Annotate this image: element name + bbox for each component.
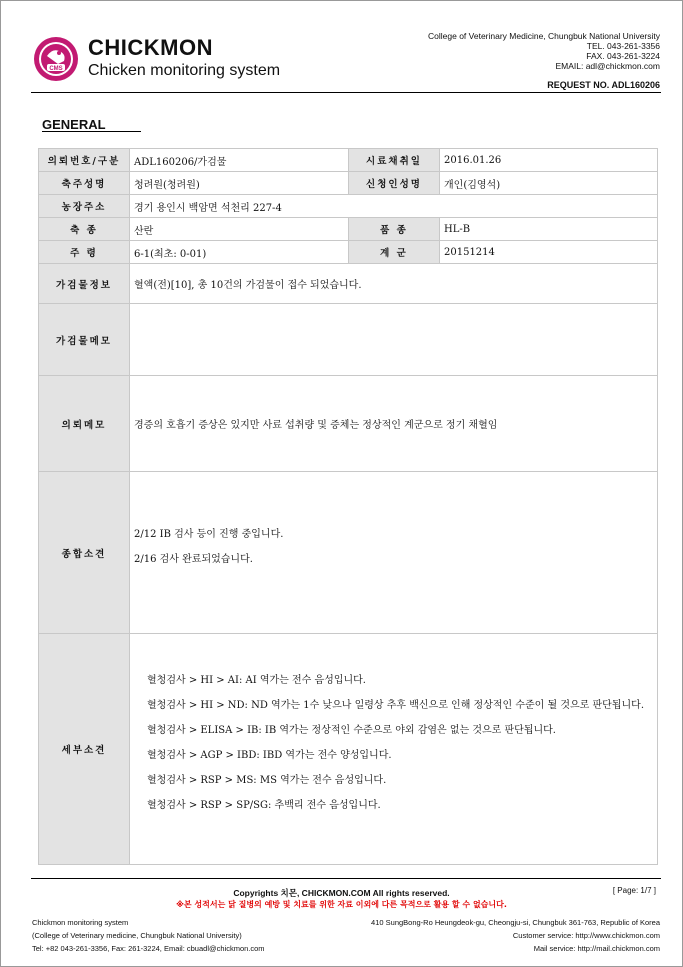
table-row <box>39 304 658 376</box>
brand-name: CHICKMON <box>88 35 213 60</box>
logo-text: CMS <box>49 66 63 72</box>
overall-line: 2/16 검사 완료되었습니다. <box>134 553 253 565</box>
specimen-memo-label: 가검물메모 <box>39 304 130 376</box>
page-number: [ Page: 1/7 ] <box>612 886 656 895</box>
detail-line: 혈청검사 > ELISA > IB: IB 역가는 정상적인 수준으로 야외 감염은 없는 것으로 판단됩니다. <box>147 725 556 736</box>
applicant-label: 신청인성명 <box>349 172 440 195</box>
customer-service-link[interactable]: Customer service: http://www.chickmon.com <box>512 931 660 940</box>
footer-divider <box>31 878 661 879</box>
breed-value: HL-B <box>440 218 658 241</box>
tel: TEL. 043-261-3356 <box>586 41 660 51</box>
overall-opinion-label: 종합소견 <box>39 472 130 634</box>
species-label: 축 종 <box>39 218 130 241</box>
footer-phone: Tel: +82 043-261-3356, Fax: 261-3224, Email: cbuadl@chickmon.com <box>32 944 265 953</box>
specimen-info-value: 혈액(전)[10], 총 10건의 가검물이 접수 되었습니다. <box>130 264 658 304</box>
owner-label: 축주성명 <box>39 172 130 195</box>
farm-address-label: 농장주소 <box>39 195 130 218</box>
table-row <box>39 634 658 865</box>
copyright: Copyrights 치몬, CHICKMON.COM All rights reserved. <box>233 888 450 898</box>
detail-line: 혈청검사 > HI > AI: AI 역가는 전수 음성입니다. <box>147 675 366 686</box>
flock-label: 계 군 <box>349 241 440 264</box>
request-memo-label: 의뢰메모 <box>39 376 130 472</box>
req-no-value: ADL160206/가검물 <box>130 149 349 172</box>
footer-college: (College of Veterinary medicine, Chungbuk National University) <box>32 931 242 940</box>
mail-service-link[interactable]: Mail service: http://mail.chickmon.com <box>533 944 660 953</box>
applicant-value: 개인(김영석) <box>440 172 658 195</box>
institution: College of Veterinary Medicine, Chungbuk National University <box>428 31 660 41</box>
brand-tagline: Chicken monitoring system <box>88 62 281 79</box>
detail-line: 혈청검사 > HI > ND: ND 역가는 1수 낮으나 일령상 추후 백신으로 인해 정상적인 수준이 될 것으로 판단됩니다. <box>147 700 644 711</box>
table-row <box>39 472 658 634</box>
table-row <box>39 376 658 472</box>
species-value: 산란 <box>130 218 349 241</box>
req-no-label: 의뢰번호/구분 <box>39 149 130 172</box>
farm-address-value: 경기 용인시 백암면 석천리 227-4 <box>130 195 658 218</box>
detail-line: 혈청검사 > AGP > IBD: IBD 역가는 전수 양성입니다. <box>147 750 392 761</box>
detail-opinion-label: 세부소견 <box>39 634 130 865</box>
footer-org: Chickmon monitoring system <box>32 918 129 927</box>
specimen-info-label: 가검물정보 <box>39 264 130 304</box>
fax: FAX. 043-261-3224 <box>586 51 660 61</box>
general-table <box>38 148 658 865</box>
section-title: GENERAL <box>42 117 106 132</box>
sample-date-label: 시료채취일 <box>349 149 440 172</box>
table-row <box>39 149 658 172</box>
table-row <box>39 264 658 304</box>
chickmon-logo <box>33 36 79 82</box>
request-number: REQUEST NO. ADL160206 <box>547 80 660 90</box>
usage-warning: ※본 성적서는 닭 질병의 예방 및 치료를 위한 자료 이외에 다른 목적으로 활용 할 수 없습니다. <box>176 900 507 909</box>
email-link[interactable]: EMAIL: adl@chickmon.com <box>555 61 660 71</box>
detail-opinion-cell <box>130 634 658 865</box>
owner-value: 청려원(청려원) <box>130 172 349 195</box>
contact-block <box>428 31 660 71</box>
header-divider <box>31 92 661 93</box>
table-row <box>39 195 658 218</box>
overall-opinion-cell <box>130 472 658 634</box>
age-label: 주 령 <box>39 241 130 264</box>
flock-value: 20151214 <box>440 241 658 264</box>
breed-label: 품 종 <box>349 218 440 241</box>
sample-date-value: 2016.01.26 <box>440 149 658 172</box>
table-row <box>39 218 658 241</box>
footer-address: 410 SungBong-Ro Heungdeok-gu, Cheongju-si, Chungbuk 361-763, Republic of Korea <box>371 918 660 927</box>
section-underline <box>42 131 141 132</box>
table-row <box>39 241 658 264</box>
request-memo-value: 경증의 호흡기 증상은 있지만 사료 섭취량 및 증체는 정상적인 계군으로 정기 채혈임 <box>130 376 658 472</box>
specimen-memo-value <box>130 304 658 376</box>
detail-line: 혈청검사 > RSP > SP/SG: 추백리 전수 음성입니다. <box>147 800 381 811</box>
age-value: 6-1(최초: 0-01) <box>130 241 349 264</box>
table-row <box>39 172 658 195</box>
overall-line: 2/12 IB 검사 등이 진행 중입니다. <box>134 528 284 540</box>
detail-line: 혈청검사 > RSP > MS: MS 역가는 전수 음성입니다. <box>147 775 387 786</box>
